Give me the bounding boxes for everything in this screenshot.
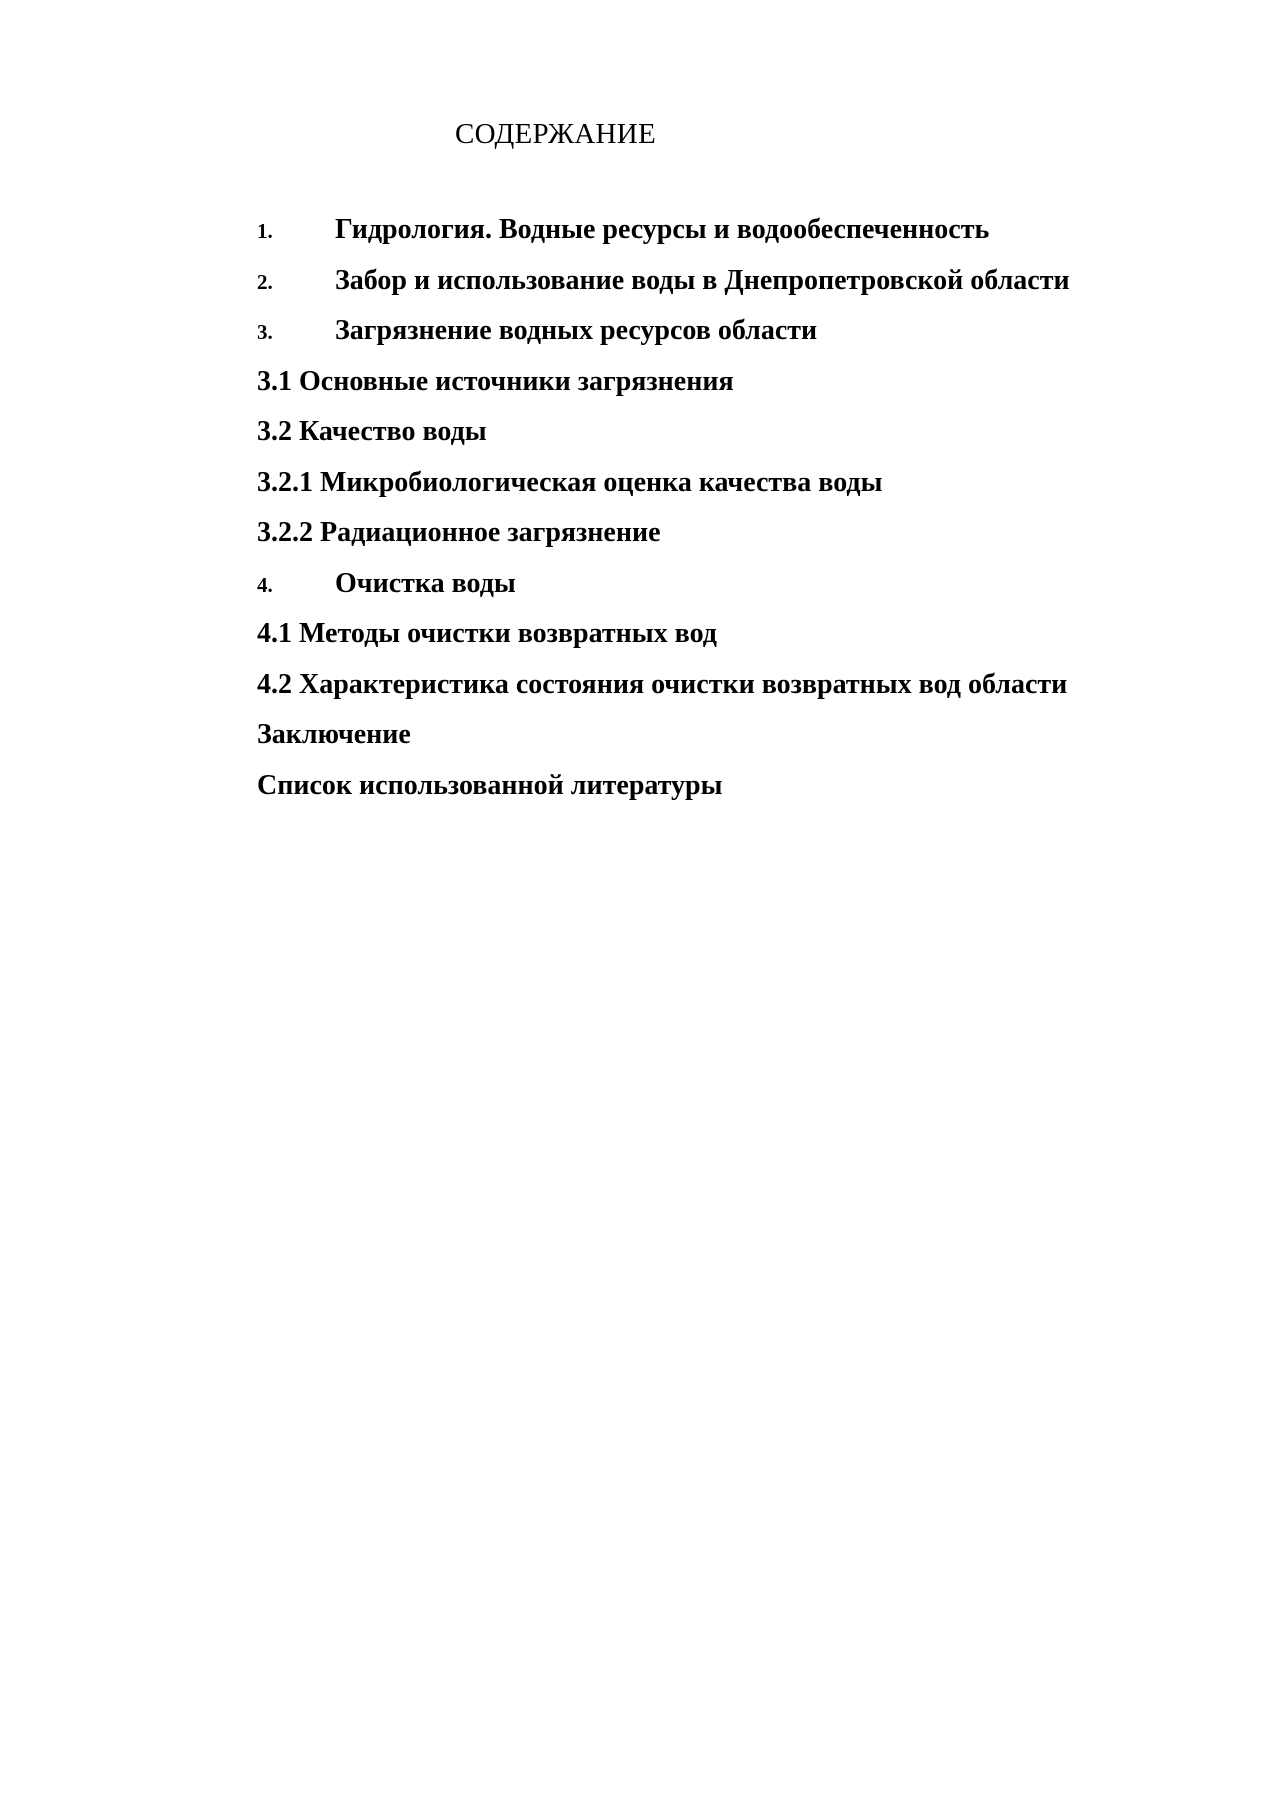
toc-entry-title: 3.2 Качество воды [257, 416, 487, 447]
toc-entry-2 [257, 256, 1217, 307]
page-title: СОДЕРЖАНИЕ [455, 118, 656, 150]
toc-entry-title: 4.1 Методы очистки возвратных вод [257, 618, 717, 649]
toc-entry-4-1 [257, 609, 1217, 660]
toc-entry-3 [257, 306, 1217, 357]
toc-entry-title: Загрязнение водных ресурсов области [335, 315, 818, 346]
toc-entry-4 [257, 559, 1217, 610]
toc-entry-3-2-2 [257, 508, 1217, 559]
toc-entry-title: 3.2.2 Радиационное загрязнение [257, 517, 661, 548]
toc-entry-3-2-1 [257, 458, 1217, 509]
toc-entry-title: 4.2 Характеристика состояния очистки возвратных вод области [257, 668, 1068, 700]
toc-entry-number: 1. [257, 219, 273, 243]
toc-entry-number: 3. [257, 320, 273, 344]
toc-entry-number: 4. [257, 572, 273, 597]
toc-entry-title: Гидрология. Водные ресурсы и водообеспеченность [335, 214, 990, 245]
toc-entry-number: 2. [257, 269, 273, 294]
toc-entry-title: Заключение [257, 719, 411, 750]
toc-entry-3-2 [257, 407, 1217, 458]
toc-entry-title: Список использованной литературы [257, 769, 723, 801]
table-of-contents [257, 205, 1217, 811]
toc-entry-title: 3.2.1 Микробиологическая оценка качества воды [257, 466, 883, 498]
toc-entry-4-2 [257, 660, 1217, 711]
toc-entry-1 [257, 205, 1217, 256]
toc-entry-references [257, 761, 1217, 812]
toc-entry-title: Очистка воды [335, 567, 516, 599]
toc-entry-3-1 [257, 357, 1217, 408]
toc-entry-title: 3.1 Основные источники загрязнения [257, 365, 734, 397]
toc-entry-conclusion [257, 710, 1217, 761]
toc-entry-title: Забор и использование воды в Днепропетровской области [335, 264, 1070, 296]
